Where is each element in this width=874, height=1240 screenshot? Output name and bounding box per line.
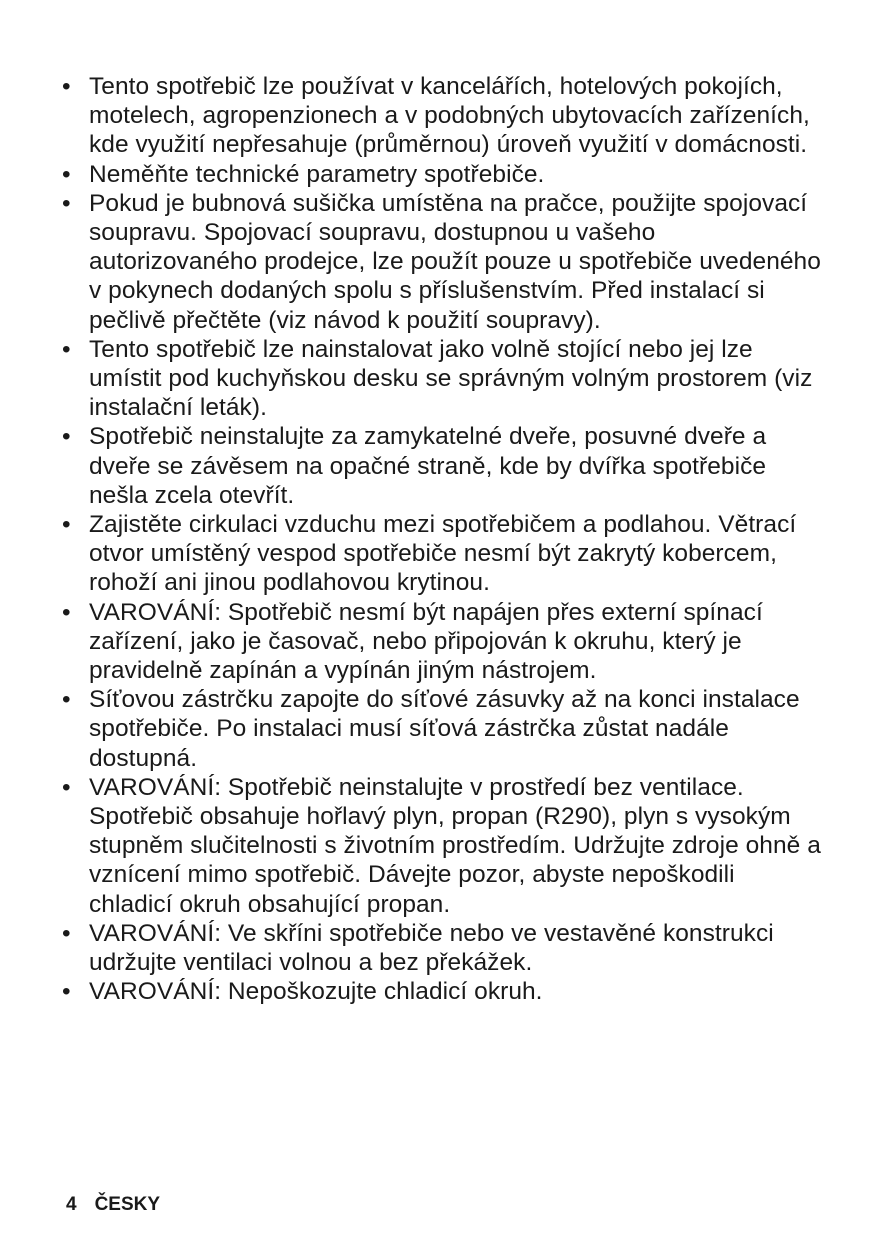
bullet-icon: •: [62, 160, 71, 188]
list-item: [62, 919, 822, 977]
bullet-icon: •: [62, 598, 71, 626]
bullet-icon: •: [62, 423, 71, 451]
list-item-text: Pokud je bubnová sušička umístěna na pračce, použijte spojovací soupravu. Spojovací soupravu, dostupnou u vašeho autorizovaného prodejce, lze použít pouze u spotřebiče uvedeného v pokynech dodaných spolu s příslušenstvím. Před instalací si pečlivě přečtěte (viz návod k použití soupravy).: [89, 189, 821, 334]
list-item-text: VAROVÁNÍ: Spotřebič neinstalujte v prostředí bez ventilace.: [89, 773, 744, 801]
page-footer: [66, 1193, 160, 1217]
bullet-icon: •: [62, 686, 71, 714]
bullet-icon: •: [62, 73, 71, 100]
list-item: [62, 685, 822, 773]
bullet-icon: •: [62, 919, 71, 947]
safety-bullet-list: [62, 72, 822, 1007]
bullet-icon: •: [62, 511, 71, 539]
list-item-text: Zajistěte cirkulaci vzduchu mezi spotřebičem a podlahou. Větrací otvor umístěný vespod spotřebiče nesmí být zakrytý kobercem, rohoží ani jinou podlahovou krytinou.: [89, 511, 797, 597]
list-item: [62, 422, 822, 510]
list-item: [62, 510, 822, 598]
bullet-icon: •: [62, 978, 71, 1006]
list-item: [62, 977, 822, 1006]
list-item-text: Spotřebič obsahuje hořlavý plyn, propan (R290), plyn s vysokým stupněm slučitelnosti s životním prostředím. Udržujte zdroje ohně a vznícení mimo spotřebič. Dávejte pozor, abyste nepoškodili chladicí okruh obsahující propan.: [89, 803, 821, 918]
list-item: [62, 773, 822, 919]
page-number: 4: [66, 1194, 77, 1215]
list-item-text: Neměňte technické parametry spotřebiče.: [89, 160, 545, 188]
language-label: ČESKY: [94, 1194, 161, 1215]
bullet-icon: •: [62, 335, 71, 363]
bullet-icon: •: [62, 189, 71, 217]
list-item: [62, 72, 822, 160]
list-item-text: Tento spotřebič lze nainstalovat jako volně stojící nebo jej lze umístit pod kuchyňskou desku se správným volným prostorem (viz instalační leták).: [89, 335, 813, 422]
list-item-text: VAROVÁNÍ: Ve skříni spotřebiče nebo ve vestavěné konstrukci udržujte ventilaci volnou a bez překážek.: [89, 919, 774, 977]
list-item-text: Spotřebič neinstalujte za zamykatelné dveře, posuvné dveře a dveře se závěsem na opačné straně, kde by dvířka spotřebiče nešla zcela otevřít.: [89, 423, 767, 509]
list-item-text: Tento spotřebič lze používat v kancelářích, hotelových pokojích, motelech, agropenzionech a v podobných ubytovacích zařízeních, kde využití nepřesahuje (průměrnou) úroveň využití v domácnosti.: [89, 73, 810, 159]
list-item-text: VAROVÁNÍ: Nepoškozujte chladicí okruh.: [89, 978, 543, 1006]
list-item: [62, 335, 822, 423]
list-item-text: Síťovou zástrčku zapojte do síťové zásuvky až na konci instalace spotřebiče. Po instalaci musí síťová zástrčka zůstat nadále dostupná.: [89, 686, 800, 772]
list-item: [62, 189, 822, 335]
bullet-icon: •: [62, 773, 71, 801]
list-item: [62, 160, 822, 189]
list-item-text: VAROVÁNÍ: Spotřebič nesmí být napájen přes externí spínací zařízení, jako je časovač, nebo připojován k okruhu, který je pravidelně zapínán a vypínán jiným nástrojem.: [89, 598, 763, 685]
list-item: [62, 598, 822, 686]
document-body: [62, 72, 822, 1007]
